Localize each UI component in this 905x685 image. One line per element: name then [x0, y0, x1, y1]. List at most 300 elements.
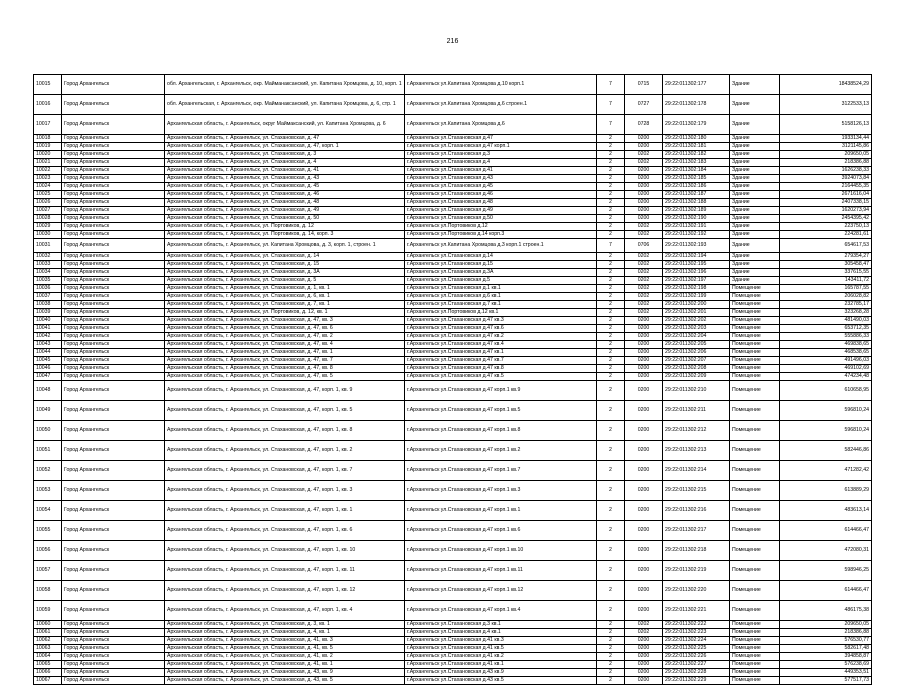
full-address-cell: Архангельская область, г. Архангельск, ул. Стахановская, д. 3 — [165, 151, 405, 159]
cadastral-value-cell: 468538,65 — [780, 349, 872, 357]
record-id-cell: 10036 — [34, 285, 62, 293]
record-id-cell: 10028 — [34, 215, 62, 223]
full-address-cell: Архангельская область, г. Архангельск, ул. Портовиков, д. 12 — [165, 223, 405, 231]
table-row — [34, 653, 872, 661]
table-row — [34, 669, 872, 677]
municipality-cell: Город Архангельск — [62, 561, 165, 581]
object-type-cell: Помещение — [730, 349, 780, 357]
code-cell: 0202 — [625, 159, 663, 167]
short-address-cell: г.Архангельск ул.Стахановская д.41 — [405, 167, 597, 175]
cadastral-value-cell: 279354,27 — [780, 253, 872, 261]
municipality-cell: Город Архангельск — [62, 645, 165, 653]
table-row — [34, 333, 872, 341]
cadastral-number-cell: 29:22:011302:212 — [663, 421, 730, 441]
group-cell: 2 — [597, 645, 625, 653]
cadastral-number-cell: 29:22:011302:218 — [663, 541, 730, 561]
short-address-cell: г.Архангельск ул.Портовиков д.12 кв.1 — [405, 309, 597, 317]
table-row — [34, 207, 872, 215]
table-row — [34, 621, 872, 629]
full-address-cell: Архангельская область, г. Архангельск, ул. Стахановская, д. 47, корп. 1, кв. 1 — [165, 501, 405, 521]
short-address-cell: г.Архангельск ул.Стахановская д.6 кв.1 — [405, 293, 597, 301]
municipality-cell: Город Архангельск — [62, 95, 165, 115]
group-cell: 2 — [597, 223, 625, 231]
cadastral-number-cell: 29:22:011302:203 — [663, 325, 730, 333]
full-address-cell: Архангельская область, г. Архангельск, ул. Стахановская, д. 47, корп. 1, кв. 7 — [165, 461, 405, 481]
cadastral-value-cell: 576530,77 — [780, 637, 872, 645]
group-cell: 2 — [597, 159, 625, 167]
cadastral-value-cell: 218386,88 — [780, 159, 872, 167]
code-cell: 0202 — [625, 223, 663, 231]
code-cell: 0202 — [625, 629, 663, 637]
table-row — [34, 601, 872, 621]
cadastral-number-cell: 29:22:011302:199 — [663, 293, 730, 301]
municipality-cell: Город Архангельск — [62, 159, 165, 167]
object-type-cell: Здание — [730, 191, 780, 199]
code-cell: 0200 — [625, 501, 663, 521]
record-id-cell: 10047 — [34, 373, 62, 381]
group-cell: 2 — [597, 183, 625, 191]
municipality-cell: Город Архангельск — [62, 325, 165, 333]
group-cell: 2 — [597, 175, 625, 183]
record-id-cell: 10050 — [34, 421, 62, 441]
municipality-cell: Город Архангельск — [62, 381, 165, 401]
full-address-cell: Архангельская область, г. Архангельск, ул. Стахановская, д. 47, корп. 1, кв. 9 — [165, 381, 405, 401]
table-row — [34, 421, 872, 441]
record-id-cell: 10015 — [34, 75, 62, 95]
municipality-cell: Город Архангельск — [62, 285, 165, 293]
object-type-cell: Здание — [730, 215, 780, 223]
record-id-cell: 10041 — [34, 325, 62, 333]
group-cell: 2 — [597, 677, 625, 685]
short-address-cell: г.Архангельск ул.Стахановская д.50 — [405, 215, 597, 223]
short-address-cell: г.Архангельск ул.Стахановская д.15 — [405, 261, 597, 269]
object-type-cell: Здание — [730, 135, 780, 143]
full-address-cell: Архангельская область, г. Архангельск, ул. Стахановская, д. 50 — [165, 215, 405, 223]
cadastral-number-cell: 29:22:011302:213 — [663, 441, 730, 461]
short-address-cell: г.Архангельск ул.Стахановская д.47 кв.3 — [405, 317, 597, 325]
code-cell: 0200 — [625, 653, 663, 661]
code-cell: 0200 — [625, 167, 663, 175]
object-type-cell: Помещение — [730, 621, 780, 629]
code-cell: 0200 — [625, 637, 663, 645]
cadastral-number-cell: 29:22:011302:196 — [663, 269, 730, 277]
cadastral-value-cell: 223750,13 — [780, 223, 872, 231]
full-address-cell: Архангельская область, г. Архангельск, ул. Стахановская, д. 3А — [165, 269, 405, 277]
record-id-cell: 10025 — [34, 191, 62, 199]
code-cell: 0200 — [625, 441, 663, 461]
code-cell: 0200 — [625, 669, 663, 677]
code-cell: 0200 — [625, 421, 663, 441]
short-address-cell: г.Архангельск ул.Стахановская д.5 — [405, 277, 597, 285]
full-address-cell: Архангельская область, г. Архангельск, ул. Стахановская, д. 47, корп. 1 — [165, 143, 405, 151]
cadastral-value-cell: 2164455,35 — [780, 183, 872, 191]
municipality-cell: Город Архангельск — [62, 601, 165, 621]
object-type-cell: Помещение — [730, 341, 780, 349]
cadastral-value-cell: 449353,51 — [780, 669, 872, 677]
table-row — [34, 223, 872, 231]
cadastral-number-cell: 29:22:011302:209 — [663, 373, 730, 381]
code-cell: 0200 — [625, 561, 663, 581]
full-address-cell: Архангельская область, г. Архангельск, ул. Портовиков, д. 14, корп. 3 — [165, 231, 405, 239]
table-row — [34, 215, 872, 223]
municipality-cell: Город Архангельск — [62, 401, 165, 421]
table-row — [34, 645, 872, 653]
short-address-cell: г.Архангельск ул.Стахановская д.47 кв.4 — [405, 341, 597, 349]
group-cell: 2 — [597, 191, 625, 199]
record-id-cell: 10027 — [34, 207, 62, 215]
code-cell: 0200 — [625, 183, 663, 191]
municipality-cell: Город Архангельск — [62, 309, 165, 317]
municipality-cell: Город Архангельск — [62, 115, 165, 135]
full-address-cell: Архангельская область, г. Архангельск, ул. Стахановская, д. 47, кв. 3 — [165, 317, 405, 325]
group-cell: 7 — [597, 115, 625, 135]
code-cell: 0200 — [625, 207, 663, 215]
table-row — [34, 301, 872, 309]
short-address-cell: г.Архангельск ул.Стахановская д.47 корп.1 кв.3 — [405, 481, 597, 501]
cadastral-value-cell: 165787,55 — [780, 285, 872, 293]
cadastral-value-cell: 2671616,04 — [780, 191, 872, 199]
record-id-cell: 10032 — [34, 253, 62, 261]
cadastral-value-cell: 471282,42 — [780, 461, 872, 481]
cadastral-number-cell: 29:22:011302:224 — [663, 637, 730, 645]
short-address-cell: г.Архангельск ул.Капитана Хромцова д.6 строен.1 — [405, 95, 597, 115]
code-cell: 0200 — [625, 677, 663, 685]
municipality-cell: Город Архангельск — [62, 541, 165, 561]
code-cell: 0200 — [625, 191, 663, 199]
record-id-cell: 10051 — [34, 441, 62, 461]
municipality-cell: Город Архангельск — [62, 521, 165, 541]
group-cell: 2 — [597, 541, 625, 561]
municipality-cell: Город Архангельск — [62, 293, 165, 301]
municipality-cell: Город Архангельск — [62, 207, 165, 215]
object-type-cell: Помещение — [730, 357, 780, 365]
object-type-cell: Здание — [730, 277, 780, 285]
full-address-cell: Архангельская область, г. Архангельск, ул. Стахановская, д. 43, кв. 9 — [165, 669, 405, 677]
record-id-cell: 10064 — [34, 653, 62, 661]
group-cell: 2 — [597, 653, 625, 661]
object-type-cell: Здание — [730, 199, 780, 207]
group-cell: 2 — [597, 317, 625, 325]
cadastral-value-cell: 598946,25 — [780, 561, 872, 581]
cadastral-number-cell: 29:22:011302:187 — [663, 191, 730, 199]
group-cell: 2 — [597, 629, 625, 637]
municipality-cell: Город Архангельск — [62, 269, 165, 277]
cadastral-value-cell: 323268,28 — [780, 309, 872, 317]
full-address-cell: Архангельская область, г. Архангельск, ул. Стахановская, д. 1, кв. 1 — [165, 285, 405, 293]
full-address-cell: Архангельская область, г. Архангельск, ул. Стахановская, д. 43, кв. 5 — [165, 677, 405, 685]
code-cell: 0202 — [625, 309, 663, 317]
code-cell: 0200 — [625, 373, 663, 381]
short-address-cell: г.Архангельск ул.Стахановская д.43 кв.5 — [405, 677, 597, 685]
object-type-cell: Помещение — [730, 677, 780, 685]
table-row — [34, 95, 872, 115]
table-row — [34, 143, 872, 151]
code-cell: 0706 — [625, 239, 663, 253]
short-address-cell: г.Архангельск ул.Стахановская д.47 корп.1 кв.1 — [405, 501, 597, 521]
full-address-cell: Архангельская область, г. Архангельск, ул. Стахановская, д. 47, корп. 1, кв. 2 — [165, 441, 405, 461]
code-cell: 0728 — [625, 115, 663, 135]
cadastral-number-cell: 29:22:011302:229 — [663, 677, 730, 685]
short-address-cell: г.Архангельск ул.Капитана Хромцова д.10 корп.1 — [405, 75, 597, 95]
short-address-cell: г.Архангельск ул.Стахановская д.47 корп.1 кв.12 — [405, 581, 597, 601]
full-address-cell: Архангельская область, г. Архангельск, ул. Стахановская, д. 46 — [165, 191, 405, 199]
cadastral-number-cell: 29:22:011302:216 — [663, 501, 730, 521]
municipality-cell: Город Архангельск — [62, 373, 165, 381]
short-address-cell: г.Архангельск ул.Портовиков д.12 — [405, 223, 597, 231]
full-address-cell: Архангельская область, г. Архангельск, ул. Стахановская, д. 47, кв. 8 — [165, 365, 405, 373]
record-id-cell: 10026 — [34, 199, 62, 207]
record-id-cell: 10046 — [34, 365, 62, 373]
full-address-cell: Архангельская область, г. Архангельск, ул. Стахановская, д. 5 — [165, 277, 405, 285]
code-cell: 0202 — [625, 151, 663, 159]
short-address-cell: г.Архангельск ул.Портовиков д.14 корп.3 — [405, 231, 597, 239]
short-address-cell: г.Архангельск ул.Стахановская д.47 корп.1 — [405, 143, 597, 151]
cadastral-number-cell: 29:22:011302:195 — [663, 261, 730, 269]
short-address-cell: г.Архангельск ул.Стахановская д.41 кв.3 — [405, 637, 597, 645]
short-address-cell: г.Архангельск ул.Стахановская д.41 кв.5 — [405, 645, 597, 653]
record-id-cell: 10029 — [34, 223, 62, 231]
cadastral-value-cell: 576238,69 — [780, 661, 872, 669]
group-cell: 2 — [597, 365, 625, 373]
object-type-cell: Помещение — [730, 637, 780, 645]
cadastral-value-cell: 555886,33 — [780, 333, 872, 341]
municipality-cell: Город Архангельск — [62, 441, 165, 461]
short-address-cell: г.Архангельск ул.Стахановская д.47 кв.6 — [405, 325, 597, 333]
full-address-cell: Архангельская область, г. Архангельск, ул. Стахановская, д. 41, кв. 5 — [165, 645, 405, 653]
cadastral-number-cell: 29:22:011302:191 — [663, 223, 730, 231]
cadastral-number-cell: 29:22:011302:177 — [663, 75, 730, 95]
object-type-cell: Помещение — [730, 629, 780, 637]
municipality-cell: Город Архангельск — [62, 151, 165, 159]
municipality-cell: Город Архангельск — [62, 677, 165, 685]
cadastral-value-cell: 143411,72 — [780, 277, 872, 285]
cadastral-number-cell: 29:22:011302:208 — [663, 365, 730, 373]
cadastral-number-cell: 29:22:011302:188 — [663, 199, 730, 207]
code-cell: 0200 — [625, 333, 663, 341]
cadastral-number-cell: 29:22:011302:185 — [663, 175, 730, 183]
full-address-cell: Архангельская область, г. Архангельск, ул. Стахановская, д. 47, кв. 5 — [165, 373, 405, 381]
cadastral-value-cell: 209650,05 — [780, 151, 872, 159]
record-id-cell: 10030 — [34, 231, 62, 239]
group-cell: 2 — [597, 261, 625, 269]
cadastral-number-cell: 29:22:011302:186 — [663, 183, 730, 191]
code-cell: 0200 — [625, 175, 663, 183]
municipality-cell: Город Архангельск — [62, 333, 165, 341]
table-row — [34, 661, 872, 669]
municipality-cell: Город Архангельск — [62, 253, 165, 261]
record-id-cell: 10053 — [34, 481, 62, 501]
municipality-cell: Город Архангельск — [62, 581, 165, 601]
group-cell: 2 — [597, 325, 625, 333]
record-id-cell: 10024 — [34, 183, 62, 191]
record-id-cell: 10057 — [34, 561, 62, 581]
cadastral-number-cell: 29:22:011302:189 — [663, 207, 730, 215]
code-cell: 0200 — [625, 521, 663, 541]
record-id-cell: 10061 — [34, 629, 62, 637]
cadastral-value-cell: 1620273,94 — [780, 207, 872, 215]
group-cell: 2 — [597, 293, 625, 301]
short-address-cell: г.Архангельск ул.Стахановская д.41 кв.1 — [405, 661, 597, 669]
municipality-cell: Город Архангельск — [62, 421, 165, 441]
full-address-cell: Архангельская область, г. Архангельск, ул. Стахановская, д. 47, кв. 1 — [165, 349, 405, 357]
record-id-cell: 10044 — [34, 349, 62, 357]
object-type-cell: Помещение — [730, 669, 780, 677]
table-row — [34, 75, 872, 95]
cadastral-number-cell: 29:22:011302:222 — [663, 621, 730, 629]
cadastral-value-cell: 596810,24 — [780, 421, 872, 441]
table-row — [34, 349, 872, 357]
short-address-cell: г.Архангельск ул.Стахановская д.47 корп.1 кв.2 — [405, 441, 597, 461]
record-id-cell: 10018 — [34, 135, 62, 143]
short-address-cell: г.Архангельск ул.Стахановская д.47 корп.1 кв.7 — [405, 461, 597, 481]
group-cell: 2 — [597, 461, 625, 481]
full-address-cell: обл. Архангельская, г. Архангельск, окр. Майманаксанский, ул. Капитана Хромцова, д. 6, стр. 1 — [165, 95, 405, 115]
cadastral-number-cell: 29:22:011302:198 — [663, 285, 730, 293]
municipality-cell: Город Архангельск — [62, 261, 165, 269]
cadastral-value-cell: 206028,82 — [780, 293, 872, 301]
short-address-cell: г.Архангельск ул.Стахановская д.45 — [405, 183, 597, 191]
code-cell: 0200 — [625, 349, 663, 357]
short-address-cell: г.Архангельск ул.Стахановская д.3 кв.1 — [405, 621, 597, 629]
cadastral-value-cell: 469102,69 — [780, 365, 872, 373]
full-address-cell: Архангельская область, г. Архангельск, ул. Стахановская, д. 47, кв. 6 — [165, 325, 405, 333]
cadastral-number-cell: 29:22:011302:202 — [663, 317, 730, 325]
code-cell: 0200 — [625, 581, 663, 601]
code-cell: 0200 — [625, 325, 663, 333]
object-type-cell: Помещение — [730, 561, 780, 581]
object-type-cell: Здание — [730, 115, 780, 135]
cadastral-value-cell: 486175,38 — [780, 601, 872, 621]
full-address-cell: Архангельская область, г. Архангельск, ул. Стахановская, д. 47, кв. 2 — [165, 333, 405, 341]
group-cell: 2 — [597, 167, 625, 175]
cadastral-number-cell: 29:22:011302:215 — [663, 481, 730, 501]
table-row — [34, 175, 872, 183]
table-row — [34, 637, 872, 645]
code-cell: 0202 — [625, 277, 663, 285]
group-cell: 2 — [597, 207, 625, 215]
short-address-cell: г.Архангельск ул.Стахановская д.47 корп.1 кв.11 — [405, 561, 597, 581]
object-type-cell: Здание — [730, 143, 780, 151]
cadastral-value-cell: 491496,03 — [780, 357, 872, 365]
municipality-cell: Город Архангельск — [62, 661, 165, 669]
table-row — [34, 521, 872, 541]
cadastral-number-cell: 29:22:011302:227 — [663, 661, 730, 669]
cadastral-number-cell: 29:22:011302:178 — [663, 95, 730, 115]
table-row — [34, 341, 872, 349]
code-cell: 0202 — [625, 261, 663, 269]
code-cell: 0200 — [625, 317, 663, 325]
record-id-cell: 10023 — [34, 175, 62, 183]
code-cell: 0200 — [625, 365, 663, 373]
table-row — [34, 199, 872, 207]
cadastral-number-cell: 29:22:011302:179 — [663, 115, 730, 135]
group-cell: 7 — [597, 75, 625, 95]
municipality-cell: Город Архангельск — [62, 621, 165, 629]
cadastral-value-cell: 481490,03 — [780, 317, 872, 325]
cadastral-value-cell: 654617,53 — [780, 239, 872, 253]
short-address-cell: г.Архангельск ул.Стахановская д.43 — [405, 175, 597, 183]
cadastral-number-cell: 29:22:011302:201 — [663, 309, 730, 317]
object-type-cell: Помещение — [730, 285, 780, 293]
municipality-cell: Город Архангельск — [62, 223, 165, 231]
record-id-cell: 10045 — [34, 357, 62, 365]
cadastral-number-cell: 29:22:011302:223 — [663, 629, 730, 637]
cadastral-value-cell: 610658,95 — [780, 381, 872, 401]
full-address-cell: Архангельская область, г. Архангельск, ул. Стахановская, д. 47, корп. 1, кв. 8 — [165, 421, 405, 441]
record-id-cell: 10065 — [34, 661, 62, 669]
code-cell: 0200 — [625, 645, 663, 653]
code-cell: 0200 — [625, 357, 663, 365]
cadastral-number-cell: 29:22:011302:184 — [663, 167, 730, 175]
full-address-cell: Архангельская область, г. Архангельск, ул. Стахановская, д. 47, корп. 1, кв. 11 — [165, 561, 405, 581]
municipality-cell: Город Архангельск — [62, 629, 165, 637]
short-address-cell: г.Архангельск ул.Стахановская д.4 кв.1 — [405, 629, 597, 637]
object-type-cell: Здание — [730, 239, 780, 253]
cadastral-value-cell: 18438524,29 — [780, 75, 872, 95]
full-address-cell: Архангельская область, г. Архангельск, ул. Стахановская, д. 3, кв. 1 — [165, 621, 405, 629]
table-row — [34, 481, 872, 501]
table-row — [34, 135, 872, 143]
code-cell: 0200 — [625, 401, 663, 421]
cadastral-value-cell: 582617,48 — [780, 645, 872, 653]
record-id-cell: 10052 — [34, 461, 62, 481]
cadastral-number-cell: 29:22:011302:190 — [663, 215, 730, 223]
code-cell: 0200 — [625, 461, 663, 481]
cadastral-value-cell: 3121145,86 — [780, 143, 872, 151]
full-address-cell: Архангельская область, г. Архангельск, ул. Стахановская, д. 15 — [165, 261, 405, 269]
table-body — [34, 75, 872, 685]
group-cell: 2 — [597, 341, 625, 349]
object-type-cell: Здание — [730, 75, 780, 95]
record-id-cell: 10016 — [34, 95, 62, 115]
group-cell: 2 — [597, 669, 625, 677]
full-address-cell: Архангельская область, г. Архангельск, ул. Стахановская, д. 41, кв. 2 — [165, 653, 405, 661]
code-cell: 0727 — [625, 95, 663, 115]
full-address-cell: Архангельская область, г. Архангельск, ул. Стахановская, д. 49 — [165, 207, 405, 215]
group-cell: 2 — [597, 253, 625, 261]
code-cell: 0202 — [625, 269, 663, 277]
object-type-cell: Помещение — [730, 541, 780, 561]
record-id-cell: 10021 — [34, 159, 62, 167]
full-address-cell: Архангельская область, г. Архангельск, ул. Стахановская, д. 47, корп. 1, кв. 6 — [165, 521, 405, 541]
group-cell: 7 — [597, 239, 625, 253]
object-type-cell: Помещение — [730, 309, 780, 317]
short-address-cell: г.Архангельск ул.Стахановская д.47 корп.1 кв.9 — [405, 381, 597, 401]
object-type-cell: Здание — [730, 167, 780, 175]
municipality-cell: Город Архангельск — [62, 637, 165, 645]
object-type-cell: Помещение — [730, 421, 780, 441]
group-cell: 2 — [597, 421, 625, 441]
record-id-cell: 10035 — [34, 277, 62, 285]
code-cell: 0200 — [625, 481, 663, 501]
group-cell: 2 — [597, 333, 625, 341]
municipality-cell: Город Архангельск — [62, 75, 165, 95]
table-row — [34, 629, 872, 637]
cadastral-value-cell: 218386,88 — [780, 629, 872, 637]
group-cell: 2 — [597, 349, 625, 357]
cadastral-number-cell: 29:22:011302:194 — [663, 253, 730, 261]
cadastral-value-cell: 394858,87 — [780, 653, 872, 661]
record-id-cell: 10066 — [34, 669, 62, 677]
cadastral-value-cell: 653712,35 — [780, 325, 872, 333]
record-id-cell: 10058 — [34, 581, 62, 601]
municipality-cell: Город Архангельск — [62, 183, 165, 191]
group-cell: 2 — [597, 231, 625, 239]
record-id-cell: 10031 — [34, 239, 62, 253]
record-id-cell: 10038 — [34, 301, 62, 309]
group-cell: 2 — [597, 277, 625, 285]
code-cell: 0202 — [625, 253, 663, 261]
